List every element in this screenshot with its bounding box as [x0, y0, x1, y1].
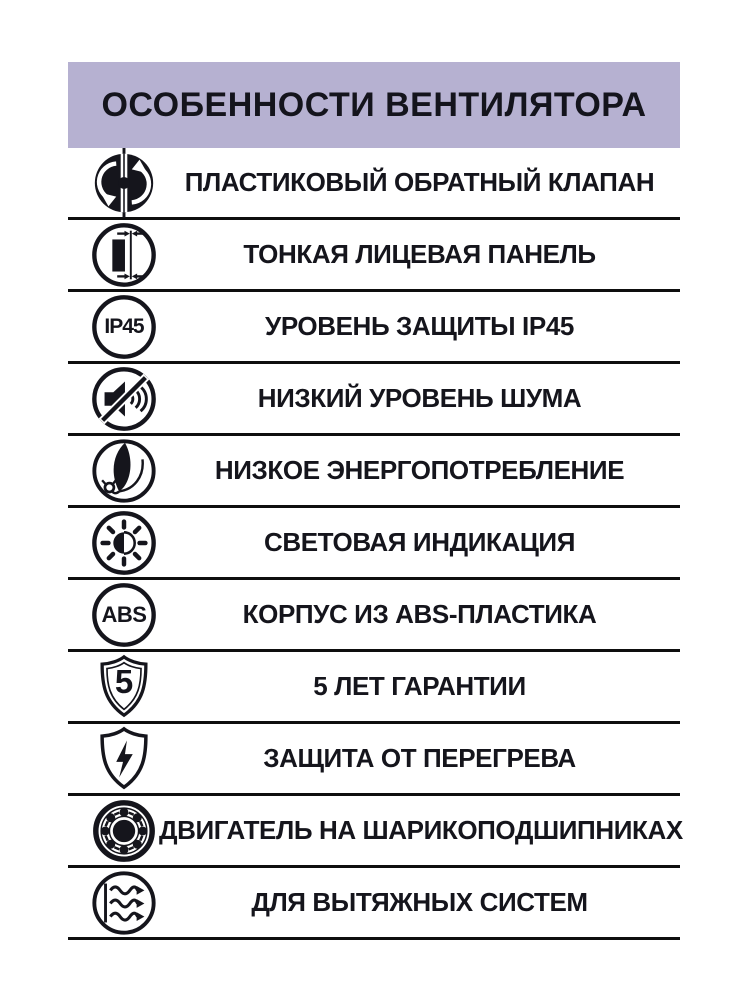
feature-label: НИЗКИЙ УРОВЕНЬ ШУМА: [257, 382, 582, 413]
ip45-protection-icon: [89, 292, 159, 362]
feature-label: СВЕТОВАЯ ИНДИКАЦИЯ: [263, 526, 575, 557]
feature-row: [68, 220, 680, 292]
overheat-protection-icon: [89, 724, 159, 794]
features-panel: [68, 62, 683, 940]
light-indication-icon: [89, 508, 159, 578]
feature-label: НИЗКОЕ ЭНЕРГОПОТРЕБЛЕНИЕ: [214, 454, 625, 485]
feature-label: ПЛАСТИКОВЫЙ ОБРАТНЫЙ КЛАПАН: [184, 166, 655, 197]
feature-row: [68, 652, 680, 724]
warranty-years-text: 5: [114, 663, 134, 700]
low-noise-icon: [89, 364, 159, 434]
feature-label: ДВИГАТЕЛЬ НА ШАРИКОПОДШИПНИКАХ: [159, 814, 683, 845]
feature-row: [68, 364, 680, 436]
feature-label: КОРПУС ИЗ ABS-ПЛАСТИКА: [242, 598, 597, 629]
feature-label: ЗАЩИТА ОТ ПЕРЕГРЕВА: [263, 742, 576, 773]
abs-plastic-icon: [89, 580, 159, 650]
abs-badge-text: ABS: [101, 601, 147, 627]
feature-label: ДЛЯ ВЫТЯЖНЫХ СИСТЕМ: [251, 886, 588, 917]
ip45-badge-text: IP45: [104, 314, 144, 338]
ball-bearing-motor-icon: [89, 796, 159, 866]
page-title: ОСОБЕННОСТИ ВЕНТИЛЯТОРА: [101, 85, 647, 124]
exhaust-system-icon: [89, 868, 159, 938]
warranty-5-years-icon: [89, 652, 159, 722]
feature-row: [68, 580, 680, 652]
feature-row: [68, 292, 680, 364]
feature-row: [68, 148, 680, 220]
feature-row: [68, 868, 680, 940]
feature-label: УРОВЕНЬ ЗАЩИТЫ IP45: [265, 310, 574, 341]
feature-row: [68, 796, 683, 868]
feature-row: [68, 508, 680, 580]
check-valve-icon: [89, 148, 159, 218]
feature-row: [68, 436, 680, 508]
feature-label: 5 ЛЕТ ГАРАНТИИ: [313, 670, 526, 701]
feature-row: [68, 724, 680, 796]
low-energy-icon: [89, 436, 159, 506]
features-list: [68, 148, 683, 940]
feature-label: ТОНКАЯ ЛИЦЕВАЯ ПАНЕЛЬ: [243, 238, 596, 269]
header-banner: [68, 62, 680, 148]
thin-front-panel-icon: [89, 220, 159, 290]
